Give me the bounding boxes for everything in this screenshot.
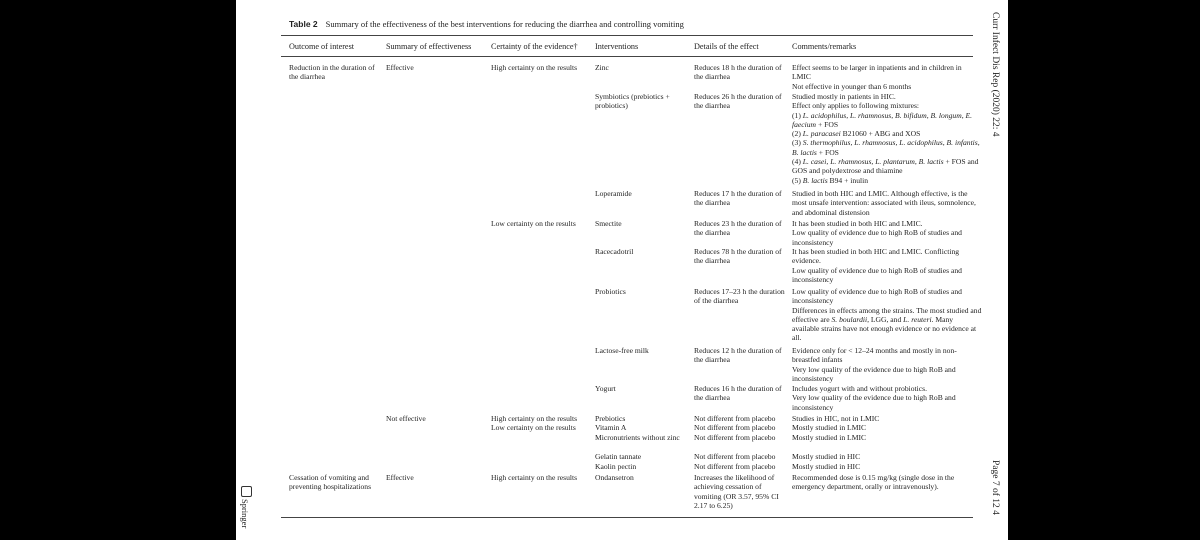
effect-cell: Not different from placebo xyxy=(694,414,776,423)
effect-cell: Reduces 23 h the duration of the diarrhea xyxy=(694,219,782,238)
col-header-details: Details of the effect xyxy=(694,42,759,51)
comment-cell: Mostly studied in HIC xyxy=(792,452,861,461)
intervention-cell: Yogurt xyxy=(595,384,616,393)
intervention-cell: Smectite xyxy=(595,219,622,228)
effect-cell: Reduces 17 h the duration of the diarrhea xyxy=(694,189,782,208)
effect-cell: Increases the likelihood of achieving cessation of vomiting (OR 3.57, 95% CI 2.17 to 6.25) xyxy=(694,473,779,510)
table-title xyxy=(289,19,684,29)
table-label: Table 2 xyxy=(289,19,318,29)
comment-cell: Studied mostly in patients in HIC. Effect only applies to following mixtures: (1) L. acidophilus, L. rhamnosus, B. bifidum, B. longum, E. faecium + FOS (2) L. paracasei B21060 + ABG and XOS (3) S. thermophilus, L. rhamnosus, L. acidophilus, B. infantis, B. lactis + FOS (4) L. casei, L. rhamnosus, L. plantarum, B. lactis + FOS and GOS and polydextrose and thiamine (5) B. lactis B94 + inulin xyxy=(792,92,980,185)
col-header-interventions: Interventions xyxy=(595,42,639,51)
journal-header: Curr Infect Dis Rep (2020) 22: 4 xyxy=(990,12,1000,137)
effectiveness-effective-vomiting: Effective xyxy=(386,473,414,482)
intervention-cell: Racecadotril xyxy=(595,247,634,256)
springer-logo-icon xyxy=(241,486,252,497)
effect-cell: Not different from placebo xyxy=(694,433,776,442)
intervention-cell: Gelatin tannate xyxy=(595,452,642,461)
intervention-cell: Symbiotics (prebiotics + probiotics) xyxy=(595,92,670,111)
certainty-high: High certainty on the results xyxy=(491,63,578,72)
intervention-cell: Kaolin pectin xyxy=(595,462,637,471)
comment-cell: Recommended dose is 0.15 mg/kg (single dose in the emergency department, orally or intravenously). xyxy=(792,473,955,492)
table-caption: Summary of the effectiveness of the best interventions for reducing the diarrhea and controlling vomiting xyxy=(325,19,684,29)
intervention-cell: Micronutrients without zinc xyxy=(595,433,680,442)
comment-cell: Studied in both HIC and LMIC. Although effective, is the most unsafe intervention: associated with ileus, somnolence, and abdominal distension xyxy=(792,189,976,217)
certainty-high-not-effective: High certainty on the results xyxy=(491,414,578,423)
col-header-certainty: Certainty of the evidence† xyxy=(491,42,578,51)
intervention-cell: Zinc xyxy=(595,63,609,72)
effect-cell: Not different from placebo xyxy=(694,423,776,432)
page-label: Page 7 of 12 4 xyxy=(990,460,1000,515)
col-header-outcome: Outcome of interest xyxy=(289,42,355,51)
comment-cell: Mostly studied in LMIC xyxy=(792,433,867,442)
comment-cell: It has been studied in both HIC and LMIC. Low quality of evidence due to high RoB of studies and inconsistency xyxy=(792,219,962,247)
comment-cell: Mostly studied in HIC xyxy=(792,462,861,471)
effect-cell: Reduces 17–23 h the duration of the diarrhea xyxy=(694,287,785,306)
effectiveness-effective: Effective xyxy=(386,63,414,72)
intervention-cell: Ondansetron xyxy=(595,473,634,482)
outcome-reduction: Reduction in the duration of the diarrhea xyxy=(289,63,375,82)
comment-cell: Mostly studied in LMIC xyxy=(792,423,867,432)
effect-cell: Reduces 16 h the duration of the diarrhea xyxy=(694,384,782,403)
publisher-logo xyxy=(240,486,252,528)
table-top-rule xyxy=(281,35,973,36)
table-bottom-rule xyxy=(281,517,973,518)
effect-cell: Reduces 12 h the duration of the diarrhea xyxy=(694,346,782,365)
intervention-cell: Loperamide xyxy=(595,189,632,198)
effect-cell: Reduces 78 h the duration of the diarrhea xyxy=(694,247,782,266)
outcome-vomiting: Cessation of vomiting and preventing hospitalizations xyxy=(289,473,372,492)
publisher-name: Springer xyxy=(240,499,250,529)
intervention-cell: Prebiotics xyxy=(595,414,626,423)
comment-cell: Evidence only for < 12–24 months and mostly in non-breastfed infants Very low quality of the evidence due to high RoB and inconsistency xyxy=(792,346,957,383)
effect-cell: Reduces 18 h the duration of the diarrhea xyxy=(694,63,782,82)
comment-cell: It has been studied in both HIC and LMIC. Conflicting evidence. Low quality of evidence due to high RoB of studies and inconsistency xyxy=(792,247,962,284)
certainty-high-vomiting: High certainty on the results xyxy=(491,473,578,482)
col-header-comments: Comments/remarks xyxy=(792,42,857,51)
comment-cell: Includes yogurt with and without probiotics. Very low quality of the evidence due to high RoB and inconsistency xyxy=(792,384,956,412)
intervention-cell: Probiotics xyxy=(595,287,626,296)
effect-cell: Reduces 26 h the duration of the diarrhea xyxy=(694,92,782,111)
comment-cell: Effect seems to be larger in inpatients and in children in LMIC Not effective in younger than 6 months xyxy=(792,63,962,91)
effectiveness-not-effective: Not effective xyxy=(386,414,426,423)
comment-cell: Low quality of evidence due to high RoB of studies and inconsistency Differences in effects among the strains. The most studied and effective are S. boulardii, LGG, and L. reuteri. Many available strains have not enough evidence or no evidence at all. xyxy=(792,287,982,343)
certainty-low: Low certainty on the results xyxy=(491,219,576,228)
col-header-summary: Summary of effectiveness xyxy=(386,42,472,51)
intervention-cell: Vitamin A xyxy=(595,423,627,432)
effect-cell: Not different from placebo xyxy=(694,452,776,461)
effect-cell: Not different from placebo xyxy=(694,462,776,471)
table-header-rule xyxy=(281,56,973,57)
intervention-cell: Lactose-free milk xyxy=(595,346,649,355)
comment-cell: Studies in HIC, not in LMIC xyxy=(792,414,880,423)
certainty-low-not-effective: Low certainty on the results xyxy=(491,423,576,432)
